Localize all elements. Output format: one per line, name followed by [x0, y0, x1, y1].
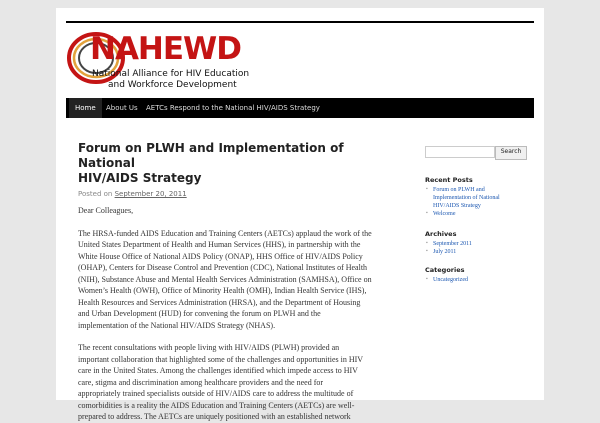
paragraph-line: Health Resources and Services Administration (HRSA), and the Department of Housing	[78, 297, 361, 307]
recent-post-link[interactable]: Forum on PLWH and	[433, 187, 485, 193]
recent-posts-title: Recent Posts	[425, 176, 473, 184]
post-greeting: Dear Colleagues,	[78, 206, 134, 215]
post-meta	[78, 190, 392, 199]
archive-link[interactable]: July 2011	[433, 249, 457, 255]
paragraph-line: United States Department of Health and Human Services (HHS), in partnership with the	[78, 240, 361, 249]
post-title-line-1: Forum on PLWH and Implementation of National	[78, 141, 344, 170]
nav-item-home[interactable]: Home	[69, 98, 102, 118]
main-navigation	[66, 98, 534, 118]
paragraph-line: The HRSA-funded AIDS Education and Training Centers (AETCs) applaud the work of the	[78, 228, 372, 238]
paragraph-line: prepared to address. The AETCs are uniquely positioned with an established network	[78, 412, 351, 421]
post-title-line-2: HIV/AIDS Strategy	[78, 171, 202, 185]
search-button[interactable]: Search	[495, 146, 527, 160]
paragraph-line: comorbidities is a reality the AIDS Education and Training Centers (AETCs) are well-	[78, 400, 355, 410]
recent-post-link[interactable]: Implementation of National	[433, 195, 500, 201]
archives-list	[425, 240, 472, 256]
list-item[interactable]	[425, 276, 468, 284]
paragraph-line: implementation of the National HIV/AIDS Strategy (NHAS).	[78, 320, 276, 330]
posted-on-label: Posted on	[78, 190, 113, 198]
list-item[interactable]	[425, 248, 472, 256]
recent-posts-list	[425, 186, 500, 218]
logo-tagline-2: and Workforce Development	[108, 80, 237, 90]
nav-item-about-us[interactable]: About Us	[106, 104, 138, 112]
paragraph-line: (NIH), Substance Abuse and Mental Health Services Administration (SAMHSA), Office on	[78, 274, 372, 284]
site-logo[interactable]	[66, 26, 266, 96]
logo-wordmark: NAHEWD	[90, 31, 241, 67]
paragraph-line: White House Office of National AIDS Policy (ONAP), HHS Office of HIV/AIDS Policy	[78, 251, 363, 261]
logo-tagline-1: National Alliance for HIV Education	[92, 69, 250, 79]
paragraph-line: care in the United States. Among the challenges identified which impede access to HIV	[78, 366, 358, 375]
category-link[interactable]: Uncategorized	[433, 277, 468, 283]
post-paragraph-1	[78, 228, 392, 332]
post-article	[78, 141, 392, 423]
archive-link[interactable]: September 2011	[433, 241, 472, 247]
recent-post-link[interactable]: HIV/AIDS Strategy	[433, 203, 481, 209]
page-container	[56, 8, 544, 421]
recent-post-link[interactable]: Welcome	[433, 211, 456, 217]
paragraph-line: care, stigma and discrimination among healthcare providers and the need for	[78, 377, 324, 387]
list-item[interactable]	[425, 210, 500, 218]
list-item[interactable]	[425, 186, 500, 210]
paragraph-line: important collaboration that highlighted some of the challenges and opportunities in HIV	[78, 354, 364, 364]
post-title[interactable]	[78, 141, 392, 186]
nav-item-aetcs-respond[interactable]: AETCs Respond to the National HIV/AIDS Strategy	[146, 104, 320, 112]
paragraph-line: appropriately trained specialists outside of HIV/AIDS care to address the multitude of	[78, 389, 354, 398]
paragraph-line: Women’s Health (OWH), Office of Minority Health (OMH), Indian Health Service (IHS),	[78, 286, 367, 295]
paragraph-line: The recent consultations with people living with HIV/AIDS (PLWH) provided an	[78, 343, 340, 352]
categories-list	[425, 276, 468, 284]
search-input[interactable]	[425, 146, 495, 158]
paragraph-line: (OHAP), Centers for Disease Control and Prevention (CDC), National Institutes of Health	[78, 263, 368, 272]
archives-title: Archives	[425, 230, 457, 238]
list-item[interactable]	[425, 240, 472, 248]
header-top-rule	[66, 21, 534, 23]
paragraph-line: and Urban Development (HUD) for convening the forum on PLWH and the	[78, 309, 321, 318]
post-paragraph-2	[78, 342, 392, 423]
categories-title: Categories	[425, 266, 465, 274]
post-date-link[interactable]: September 20, 2011	[114, 190, 187, 198]
